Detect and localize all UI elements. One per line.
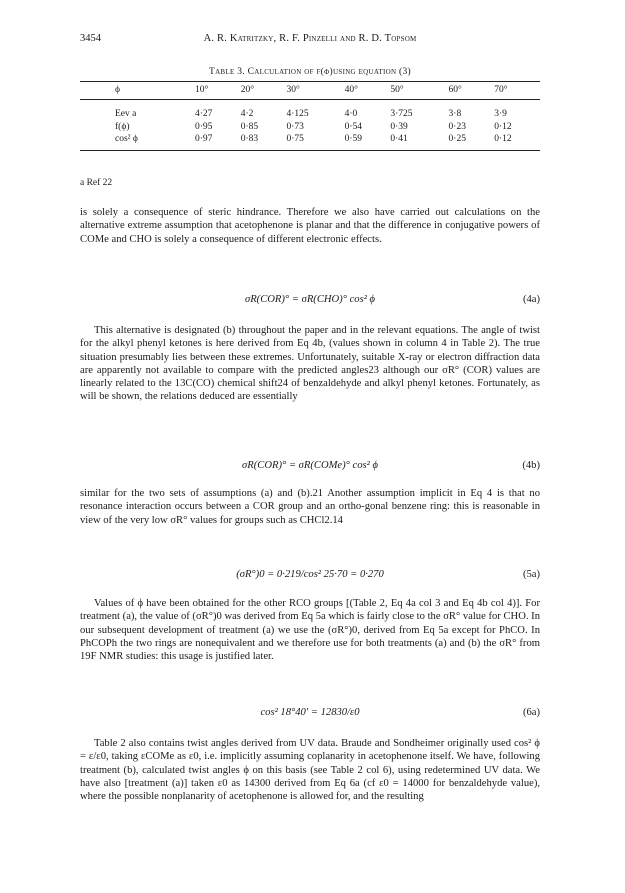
row-label: cos² ϕ: [80, 133, 195, 150]
column-header: 70°: [494, 82, 540, 100]
body-text-block: [80, 597, 540, 663]
table-cell: 3·725: [390, 109, 413, 119]
running-authors: A. R. Katritzky, R. F. Pinzelli and R. D. Topsom: [203, 33, 417, 44]
equation-text: σR(COR)° = σR(COMe)° cos² ϕ: [242, 460, 378, 471]
paragraph: similar for the two sets of assumptions (a) and (b).21 Another assumption implicit in Eq 4 is that no resonance interaction occurs between a COR group and an ortho-gonal benzene ring: this is reasonable in view of the very low σR° values for groups such as CHCl2.14: [80, 488, 540, 526]
table-header-row: [80, 82, 540, 100]
column-header: ϕ: [80, 82, 195, 100]
column-header: 10°: [195, 82, 241, 100]
table-cell: 4·2: [240, 109, 254, 119]
paragraph: Values of ϕ have been obtained for the other RCO groups [(Table 2, Eq 4a col 3 and Eq 4b col 4)]. For treatment (a), the value of (σR°)0 was derived from Eq 5a which is fairly close to the σR° value for CHO. In our subsequent development of treatment (a) we use the (σR°)0, derived from Eq 5a except for PhCO. In PhCOPh the two rings are nonequivalent and we therefore use for both treatments (a) and (b) the σR° from 19F NMR studies: this usage is justified later.: [80, 598, 540, 663]
equation-4b: [80, 460, 540, 474]
column-header: 30°: [286, 82, 344, 100]
row-label: Eev a: [115, 109, 137, 119]
body-text-block: [80, 487, 540, 527]
column-header: 60°: [449, 82, 495, 100]
table-row: [80, 133, 540, 150]
table-cell: 0·83: [241, 133, 287, 150]
equation-text: (σR°)0 = 0·219/cos² 25·70 = 0·270: [236, 569, 384, 580]
equation-text: cos² 18°40′ = 12830/ε0: [260, 707, 360, 718]
body-text-block: [80, 737, 540, 803]
table-cell: 0·41: [390, 133, 448, 150]
paragraph: Table 2 also contains twist angles derived from UV data. Braude and Sondheimer originally used cos² ϕ = ε/ε0, taking εCOMe as ε0, i.e. implicitly assuming coplanarity in acetophenone itself. We have, following treatment (b), calculated twist angles ϕ on this basis (see Table 2 col 6), using redetermined UV data. We have also [treatment (a)] taken ε0 as 14300 derived from Eq 6a (cf ε0 = 14000 for benzaldehyde value), where the possible nonplanarity of acetophenone is allowed for, and the resulting: [80, 738, 540, 803]
column-header: 20°: [241, 82, 287, 100]
table-cell: 4·0: [344, 109, 358, 119]
table-cell: 0·23: [448, 121, 466, 132]
equation-number: (6a): [522, 707, 540, 718]
table-cell: 0·25: [449, 133, 495, 150]
page-number: 3454: [80, 33, 101, 44]
table-cell: 0·85: [240, 121, 259, 132]
equation-text: σR(COR)° = σR(CHO)° cos² ϕ: [244, 294, 376, 305]
table-cell: 0·73: [286, 121, 304, 132]
table-cell: 0·59: [345, 133, 391, 150]
equation-6a: [80, 707, 540, 721]
table-3: [80, 81, 540, 151]
table-cell: 4·27: [195, 109, 213, 119]
table-cell: 3·8: [448, 109, 462, 119]
equation-number: (4b): [522, 460, 540, 471]
table-row: [80, 100, 540, 121]
table-cell: 0·97: [195, 133, 241, 150]
paragraph: is solely a consequence of steric hindrance. Therefore we also have carried out calculations on the alternative extreme assumption that acetophenone is planar and that the difference in conjugative powers of COMe and CHO is solely a consequence of different electronic effects.: [80, 207, 540, 245]
table-cell: 0·12: [494, 133, 540, 150]
table-cell: 0·95: [195, 121, 213, 132]
equation-5a: [80, 569, 540, 583]
table-cell: 0·39: [390, 121, 408, 132]
table-cell: 0·54: [344, 121, 363, 132]
table-caption: Table 3. Calculation of f(ϕ)using equation (3): [208, 67, 412, 77]
table-row: [80, 121, 540, 134]
row-label: f(ϕ): [115, 121, 130, 132]
paragraph: This alternative is designated (b) throughout the paper and in the relevant equations. The angle of twist for the alkyl phenyl ketones is here derived from Eq 4b, (values shown in column 4 in Table 2). The true situation presumably lies between these extremes. Unfortunately, suitable X-ray or electron diffraction data are apparently not available to compare with the predicted angles23 although our σR° (COR) values are linearly related to the 13C(CO) chemical shift24 of benzaldehyde and alkyl phenyl ketones. Fortunately, as will be shown, the relations deduced are essentially: [80, 325, 540, 403]
table-cell: 3·9: [494, 109, 507, 119]
table-cell: 0·12: [494, 121, 512, 132]
table-cell: 0·75: [286, 133, 344, 150]
equation-4a: [80, 294, 540, 308]
body-text-block: [80, 324, 540, 404]
column-header: 40°: [345, 82, 391, 100]
body-text-block: [80, 206, 540, 246]
equation-number: (5a): [522, 569, 540, 580]
column-header: 50°: [390, 82, 448, 100]
equation-number: (4a): [522, 294, 540, 305]
table-footnote: a Ref 22: [80, 178, 113, 188]
table-cell: 4·125: [286, 109, 309, 119]
